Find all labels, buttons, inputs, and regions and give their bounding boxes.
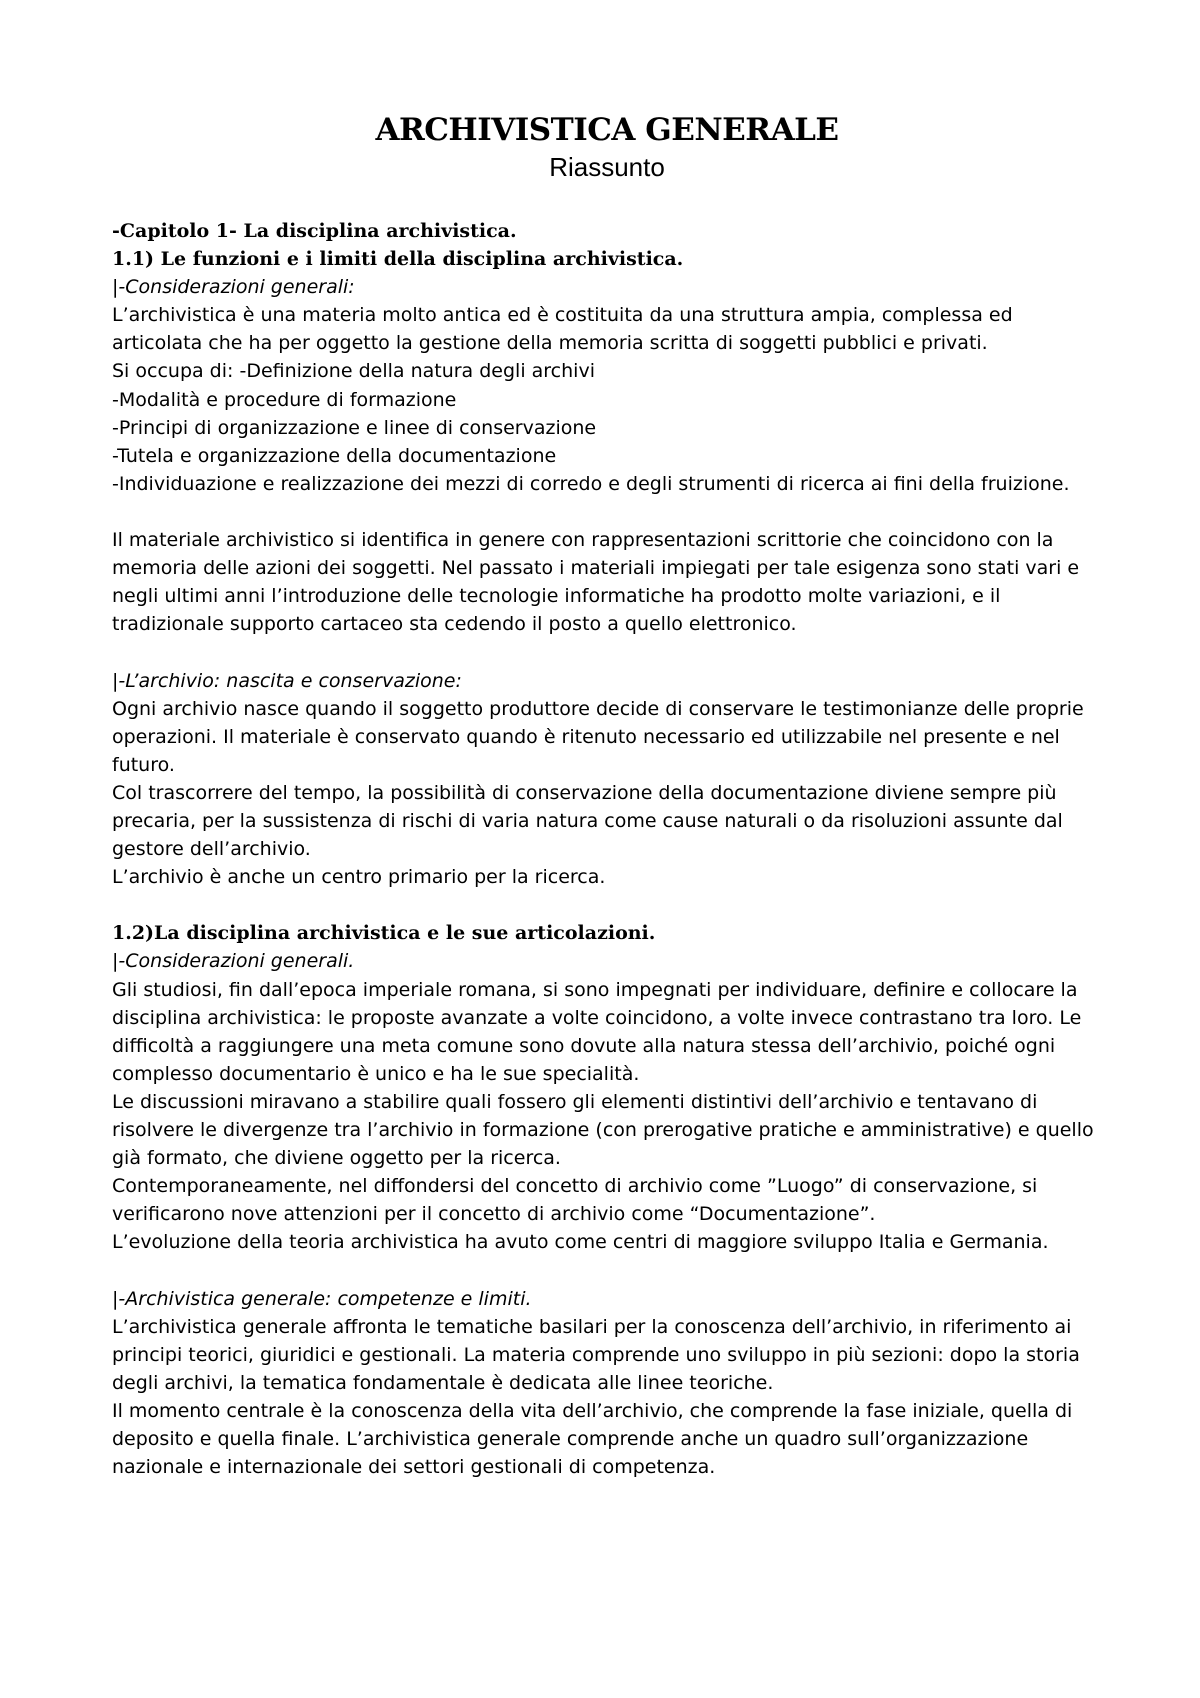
paragraph: L’archivistica è una materia molto antica ed è costituita da una struttura ampia, complessa ed articolata che ha per oggetto la gestione della memoria scritta di soggetti pubblici e privati.: [112, 304, 1013, 355]
paragraph: L’archivistica generale affronta le tematiche basilari per la conoscenza dell’archivio, in riferimento ai principi teorici, giuridici e gestionali. La materia comprende uno sviluppo in più sezioni: dopo la storia degli archivi, la tematica fondamentale è dedicata alle linee teoriche.: [112, 1315, 1080, 1394]
spacer: [112, 498, 1102, 526]
paragraph: Il momento centrale è la conoscenza della vita dell’archivio, che comprende la fase iniziale, quella di deposito e quella finale. L’archivistica generale comprende anche un quadro sull’organizzazione nazionale e internazionale dei settori gestionali di competenza.: [112, 1399, 1073, 1479]
paragraph: Il materiale archivistico si identifica in genere con rappresentazioni scrittorie che coincidono con la memoria delle azioni dei soggetti. Nel passato i materiali impiegati per tale esigenza sono stati vari e negli ultimi anni l’introduzione delle tecnologie informatiche ha prodotto molte variazioni, e il tradizionale supporto cartaceo sta cedendo il posto a quello elettronico.: [112, 529, 1080, 636]
section-2-heading: 1.2)La disciplina archivistica e le sue articolazioni.: [112, 922, 656, 945]
paragraph: Le discussioni miravano a stabilire quali fossero gli elementi distintivi dell’archivio e tentavano di risolvere le divergenze tra l’archivio in formazione (con prerogative pratiche e amministrative) e quello già formato, che diviene oggetto per la ricerca.: [112, 1090, 1094, 1170]
document-subtitle: Riassunto: [549, 152, 665, 182]
section-1-sub-1-heading: |-Considerazioni generali:: [112, 276, 355, 299]
paragraph: Contemporaneamente, nel diffondersi del concetto di archivio come ”Luogo” di conservazione, si verificarono nove attenzioni per il concetto di archivio come “Documentazione”.: [112, 1175, 1038, 1226]
chapter-heading: -Capitolo 1- La disciplina archivistica.: [112, 220, 517, 242]
paragraph: Col trascorrere del tempo, la possibilità di conservazione della documentazione diviene sempre più precaria, per la sussistenza di rischi di varia natura come cause naturali o da risoluzioni assunte dal gestore dell’archivio.: [112, 781, 1063, 861]
list-item: -Individuazione e realizzazione dei mezzi di corredo e degli strumenti di ricerca ai fini della fruizione.: [112, 472, 1070, 495]
paragraph: Si occupa di: -Definizione della natura degli archivi: [112, 360, 595, 383]
paragraph: Ogni archivio nasce quando il soggetto produttore decide di conservare le testimonianze delle proprie operazioni. Il materiale è conservato quando è ritenuto necessario ed utilizzabile nel presente e nel futuro.: [112, 697, 1084, 776]
section-1-heading: 1.1) Le funzioni e i limiti della disciplina archivistica.: [112, 248, 684, 271]
section-1-sub-2-heading: |-L’archivio: nascita e conservazione:: [112, 669, 462, 692]
section-2-sub-1-heading: |-Considerazioni generali.: [112, 950, 355, 973]
spacer: [112, 1256, 1102, 1284]
paragraph: Gli studiosi, fin dall’epoca imperiale romana, si sono impegnati per individuare, definire e collocare la disciplina archivistica: le proposte avanzate a volte coincidono, a volte invece contrastano tra loro. Le difficoltà a raggiungere una meta comune sono dovute alla natura stessa dell’archivio, poiché ogni complesso documentario è unico e ha le sue specialità.: [112, 978, 1082, 1085]
spacer: [112, 891, 1102, 919]
paragraph: L’evoluzione della teoria archivistica ha avuto come centri di maggiore sviluppo Italia e Germania.: [112, 1231, 1049, 1254]
document-page: [112, 110, 1102, 1481]
paragraph: L’archivio è anche un centro primario per la ricerca.: [112, 866, 606, 889]
list-item: -Modalità e procedure di formazione: [112, 388, 457, 411]
list-item: -Tutela e organizzazione della documentazione: [112, 444, 557, 467]
list-item: -Principi di organizzazione e linee di conservazione: [112, 416, 597, 439]
section-2-sub-2-heading: |-Archivistica generale: competenze e limiti.: [112, 1287, 532, 1310]
document-title: ARCHIVISTICA GENERALE: [375, 112, 839, 148]
spacer: [112, 638, 1102, 666]
